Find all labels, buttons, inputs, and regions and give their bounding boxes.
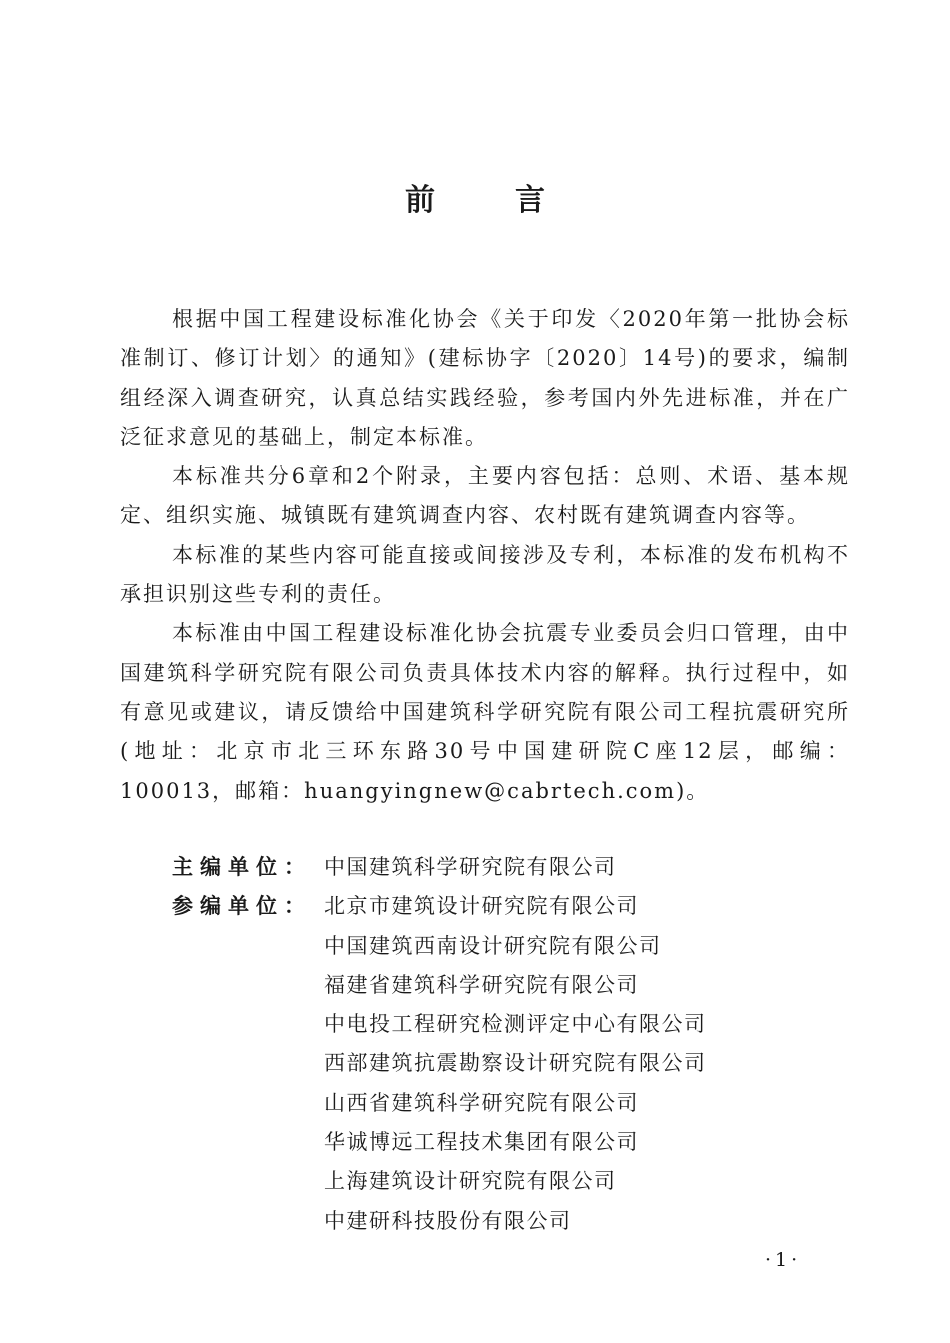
participant-name: 福建省建筑科学研究院有限公司 [324,972,639,997]
paragraph-patent: 本标准的某些内容可能直接或间接涉及专利，本标准的发布机构不承担识别这些专利的责任。 [120,542,850,607]
preface-body [120,300,850,811]
participants-label: 参编单位： [172,894,312,919]
participant-name: 北京市建筑设计研究院有限公司 [324,894,639,919]
participant-name: 华诚博远工程技术集团有限公司 [324,1130,639,1155]
page-title: 前言 [405,183,625,218]
organization-list [172,848,707,1241]
page-number: ·1· [765,1249,802,1271]
participants-list [324,887,707,1241]
chief-editor-row [172,848,707,887]
participant-name: 山西省建筑科学研究院有限公司 [324,1090,639,1115]
paragraph-management: 本标准由中国工程建设标准化协会抗震专业委员会归口管理，由中国建筑科学研究院有限公司负责具体技术内容的解释。执行过程中，如有意见或建议，请反馈给中国建筑科学研究院有限公司工程抗震研究所(地址：北京市北三环东路30号中国建研院C座12层，邮编：100013，邮箱：huangyingnew@cabrtech.com)。 [120,621,850,803]
paragraph-basis: 根据中国工程建设标准化协会《关于印发〈2020年第一批协会标准制订、修订计划〉的通知》(建标协字〔2020〕14号)的要求，编制组经深入调查研究，认真总结实践经验，参考国内外先进标准，并在广泛征求意见的基础上，制定本标准。 [120,307,850,449]
participant-name: 中电投工程研究检测评定中心有限公司 [324,1012,707,1037]
paragraph-contents: 本标准共分6章和2个附录，主要内容包括：总则、术语、基本规定、组织实施、城镇既有建筑调查内容、农村既有建筑调查内容等。 [120,464,850,528]
chief-editor-name: 中国建筑科学研究院有限公司 [324,855,617,879]
participant-name: 中建研科技股份有限公司 [324,1208,572,1233]
participant-name: 西部建筑抗震勘察设计研究院有限公司 [324,1051,707,1076]
chief-editor-label: 主编单位： [172,855,312,879]
participants-row [172,887,707,1241]
participant-name: 中国建筑西南设计研究院有限公司 [324,933,662,958]
participant-name: 上海建筑设计研究院有限公司 [324,1169,617,1194]
